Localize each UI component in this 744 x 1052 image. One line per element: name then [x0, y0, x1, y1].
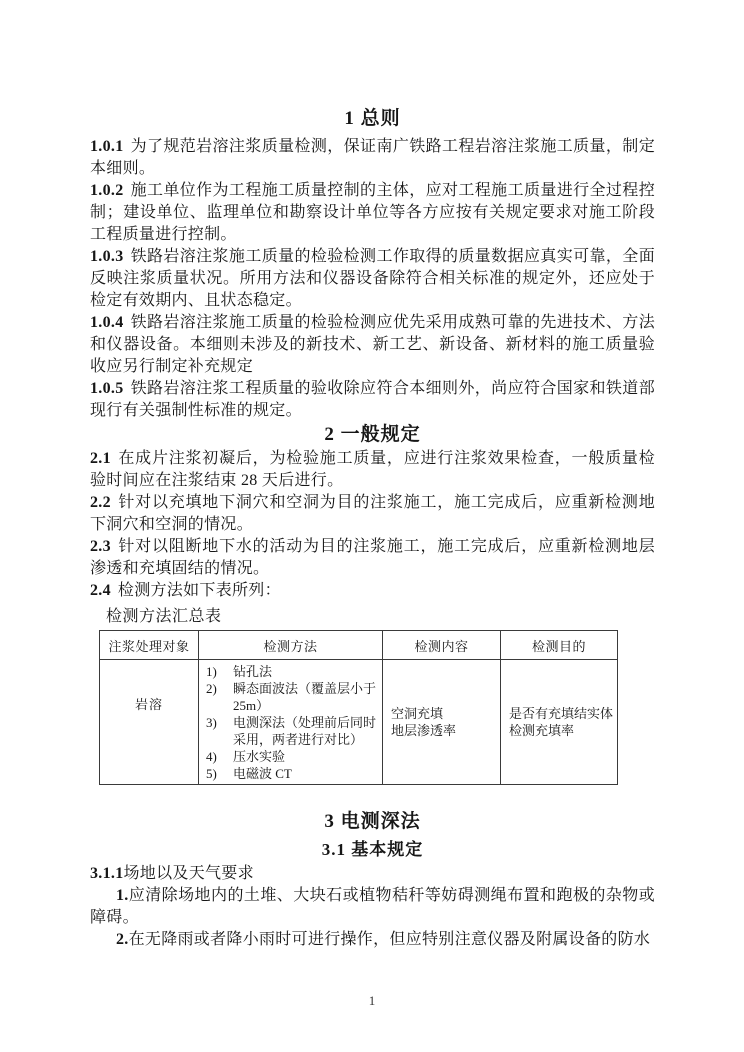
cell-detection-purpose — [501, 660, 618, 785]
clause-number: 2.4 — [90, 582, 111, 599]
detection-methods-table — [99, 630, 618, 785]
clause-text: 检测方法如下表所列： — [117, 582, 281, 599]
table-row — [100, 660, 618, 785]
method-item — [206, 748, 378, 765]
clause-3-1-1 — [90, 863, 655, 885]
cell-detection-content — [383, 660, 501, 785]
clause-number: 1.0.2 — [90, 182, 124, 199]
clause-1-0-3 — [90, 246, 655, 312]
clause-text: 针对以阻断地下水的活动为目的注浆施工，施工完成后，应重新检测地层渗透和充填固结的情况。 — [90, 538, 655, 577]
clause-2-2 — [90, 492, 655, 536]
list-item-2 — [90, 929, 655, 951]
method-text: 压水实验 — [233, 749, 286, 764]
clause-2-1 — [90, 448, 655, 492]
clause-1-0-2 — [90, 180, 655, 246]
clause-text: 在成片注浆初凝后，为检验施工质量，应进行注浆效果检查，一般质量检验时间应在注浆结束 28 天后进行。 — [90, 450, 655, 489]
table-caption: 检测方法汇总表 — [106, 608, 222, 625]
method-number: 3) — [206, 715, 217, 730]
heading-section-3-1: 3.1 基本规定 — [321, 840, 424, 859]
clause-text: 场地以及天气要求 — [123, 865, 254, 882]
clause-text: 铁路岩溶注浆施工质量的检验检测应优先采用成熟可靠的先进技术、方法和仪器设备。本细则未涉及的新技术、新工艺、新设备、新材料的施工质量验收应另行制定补充规定 — [90, 314, 655, 375]
clause-number: 1.0.5 — [90, 380, 124, 397]
clause-text: 针对以充填地下洞穴和空洞为目的注浆施工，施工完成后，应重新检测地下洞穴和空洞的情况。 — [90, 494, 655, 533]
clause-number: 2.3 — [90, 538, 111, 555]
method-number: 4) — [206, 749, 217, 764]
method-item — [206, 765, 378, 782]
clause-text: 为了规范岩溶注浆质量检测，保证南广铁路工程岩溶注浆施工质量，制定本细则。 — [90, 138, 655, 177]
clause-number: 2.2 — [90, 494, 111, 511]
table-header-row — [100, 631, 618, 660]
clause-number: 1.0.3 — [90, 248, 124, 265]
clause-2-4 — [90, 580, 655, 602]
content-line: 地层渗透率 — [391, 723, 457, 738]
method-text: 电测深法（处理前后同时采用，两者进行对比） — [233, 715, 377, 747]
table-header-purpose: 检测目的 — [501, 631, 618, 660]
item-number: 2. — [116, 931, 129, 948]
item-text: 在无降雨或者降小雨时可进行操作，但应特别注意仪器及附属设备的防水 — [128, 931, 651, 948]
method-item — [206, 663, 378, 680]
item-text: 应清除场地内的土堆、大块石或植物秸秆等妨碍测绳布置和跑极的杂物或障碍。 — [90, 887, 655, 926]
cell-grouting-target: 岩溶 — [100, 660, 199, 785]
method-item — [206, 714, 378, 748]
cell-detection-methods — [199, 660, 383, 785]
table-header-method: 检测方法 — [199, 631, 383, 660]
method-text: 电磁波 CT — [233, 766, 292, 781]
method-number: 1) — [206, 664, 217, 679]
method-text: 钻孔法 — [233, 664, 273, 679]
method-item — [206, 680, 378, 714]
clause-text: 施工单位作为工程施工质量控制的主体，应对工程施工质量进行全过程控制；建设单位、监理单位和勘察设计单位等各方应按有关规定要求对施工阶段工程质量进行控制。 — [90, 182, 655, 243]
clause-1-0-5 — [90, 378, 655, 422]
purpose-line: 是否有充填结实体 — [509, 705, 614, 721]
clause-text: 铁路岩溶注浆工程质量的验收除应符合本细则外，尚应符合国家和铁道部现行有关强制性标准的规定。 — [90, 380, 655, 419]
heading-section-1: 1 总则 — [344, 108, 401, 129]
clause-1-0-4 — [90, 312, 655, 378]
page-number: 1 — [368, 993, 376, 1008]
method-text: 瞬态面波法（覆盖层小于25m） — [233, 681, 377, 713]
method-number: 5) — [206, 766, 217, 781]
method-number: 2) — [206, 681, 217, 696]
heading-section-2: 2 一般规定 — [324, 424, 421, 445]
list-item-1 — [90, 885, 655, 929]
purpose-line: 检测充填率 — [509, 723, 575, 738]
content-line: 空洞充填 — [391, 705, 444, 721]
table-header-target: 注浆处理对象 — [100, 631, 199, 660]
item-number: 1. — [116, 887, 129, 904]
clause-number: 3.1.1 — [90, 865, 124, 882]
clause-text: 铁路岩溶注浆施工质量的检验检测工作取得的质量数据应真实可靠，全面反映注浆质量状况。所用方法和仪器设备除符合相关标准的规定外，还应处于检定有效期内、且状态稳定。 — [90, 248, 655, 309]
clause-number: 1.0.4 — [90, 314, 124, 331]
heading-section-3: 3 电测深法 — [324, 811, 421, 832]
clause-2-3 — [90, 536, 655, 580]
clause-number: 2.1 — [90, 450, 111, 467]
table-header-content: 检测内容 — [383, 631, 501, 660]
clause-1-0-1 — [90, 136, 655, 180]
clause-number: 1.0.1 — [90, 138, 124, 155]
